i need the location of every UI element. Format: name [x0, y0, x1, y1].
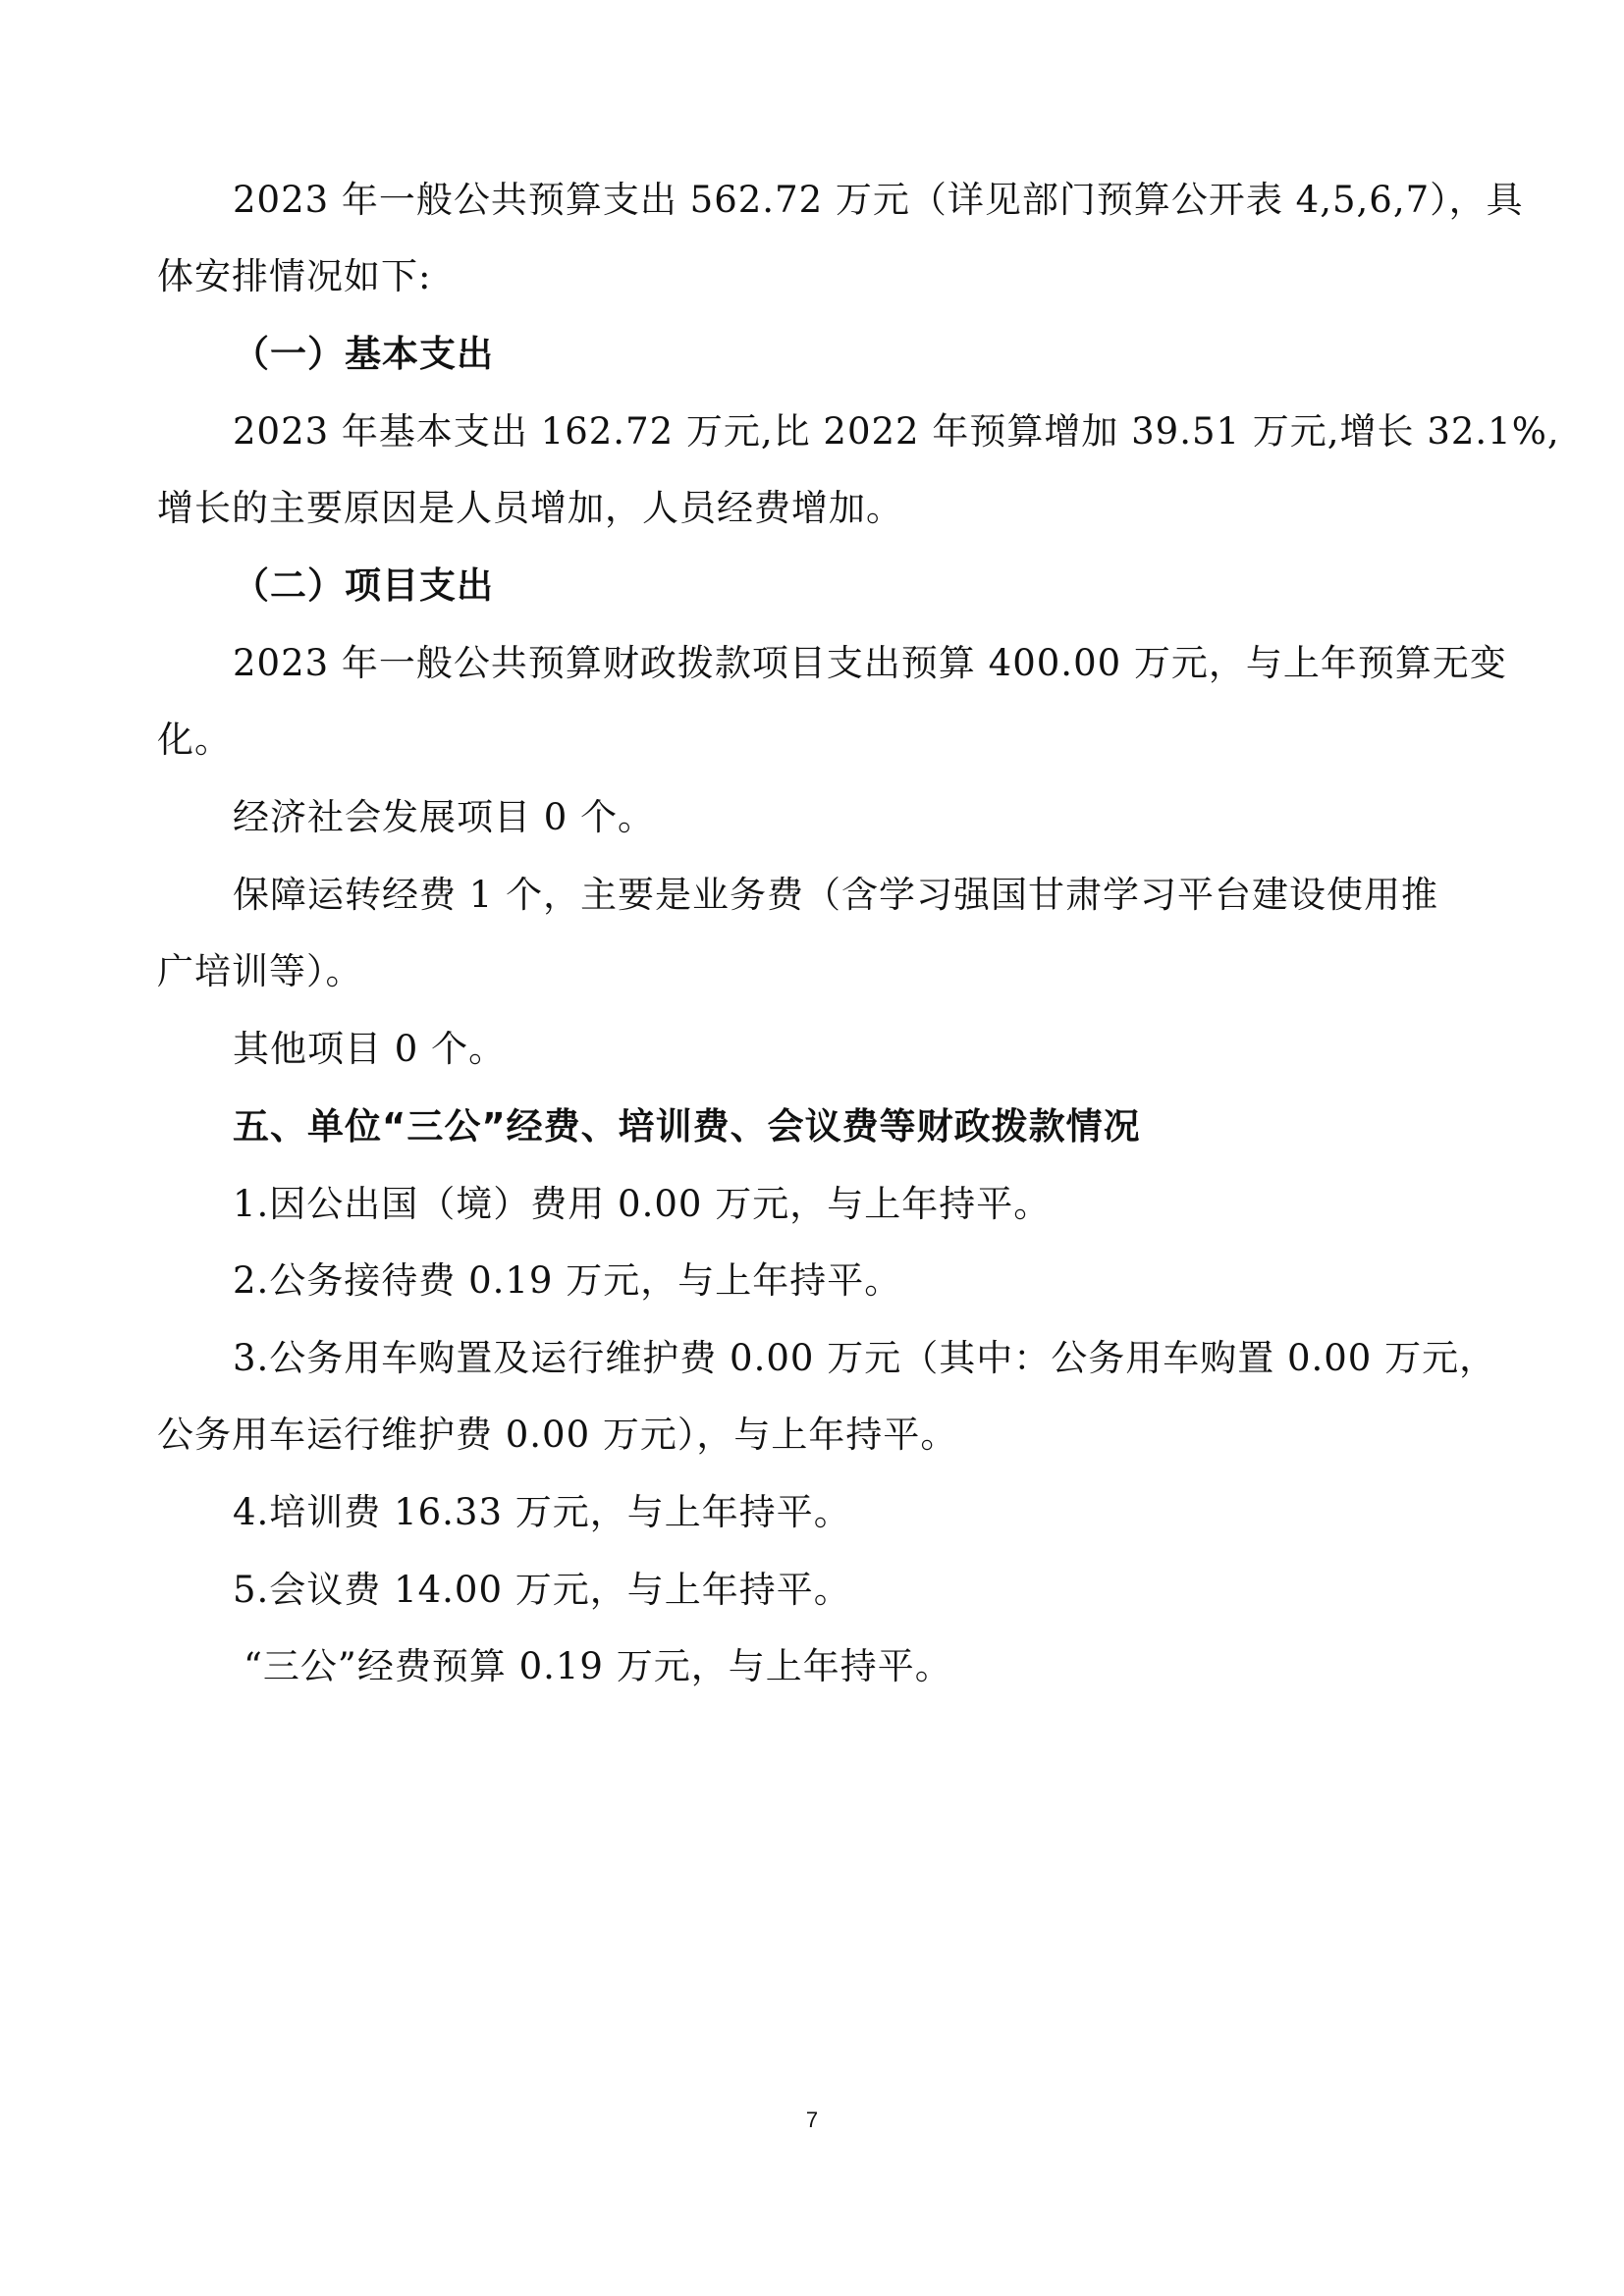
item-overseas-travel: 1.因公出国（境）费用 0.00 万元，与上年持平。	[233, 1183, 1052, 1225]
paragraph-economic-projects: 经济社会发展项目 0 个。	[233, 796, 656, 838]
item-official-vehicles-line-1: 3.公务用车购置及运行维护费 0.00 万元（其中：公务用车购置 0.00 万元，	[233, 1337, 1497, 1379]
item-official-reception: 2.公务接待费 0.19 万元，与上年持平。	[233, 1259, 902, 1302]
paragraph-budget-total-line-1: 2023 年一般公共预算支出 562.72 万元（详见部门预算公开表 4,5,6,7），具	[233, 179, 1524, 221]
paragraph-basic-expenditure-line-1: 2023 年基本支出 162.72 万元,比 2022 年预算增加 39.51 万元,增长 32.1%,	[233, 410, 1560, 453]
paragraph-project-expenditure-line-1: 2023 年一般公共预算财政拨款项目支出预算 400.00 万元，与上年预算无变	[233, 642, 1507, 684]
heading-three-public-expenses: 五、单位“三公”经费、培训费、会议费等财政拨款情况	[233, 1105, 1141, 1148]
paragraph-budget-total-line-2: 体安排情况如下:	[157, 255, 432, 297]
paragraph-basic-expenditure-line-2: 增长的主要原因是人员增加，人员经费增加。	[157, 487, 903, 529]
heading-basic-expenditure: （一）基本支出	[233, 333, 494, 375]
paragraph-three-public-total: “三公”经费预算 0.19 万元，与上年持平。	[244, 1645, 952, 1687]
heading-project-expenditure: （二）项目支出	[233, 564, 494, 607]
paragraph-operating-funds-line-1: 保障运转经费 1 个，主要是业务费（含学习强国甘肃学习平台建设使用推	[233, 874, 1439, 916]
paragraph-operating-funds-line-2: 广培训等）。	[157, 950, 363, 992]
item-official-vehicles-line-2: 公务用车运行维护费 0.00 万元），与上年持平。	[157, 1414, 958, 1456]
paragraph-other-projects: 其他项目 0 个。	[233, 1028, 507, 1070]
item-meeting-fee: 5.会议费 14.00 万元，与上年持平。	[233, 1569, 851, 1611]
item-training-fee: 4.培训费 16.33 万元，与上年持平。	[233, 1491, 851, 1533]
page-number: 7	[805, 2108, 819, 2132]
paragraph-project-expenditure-line-2: 化。	[157, 719, 232, 761]
